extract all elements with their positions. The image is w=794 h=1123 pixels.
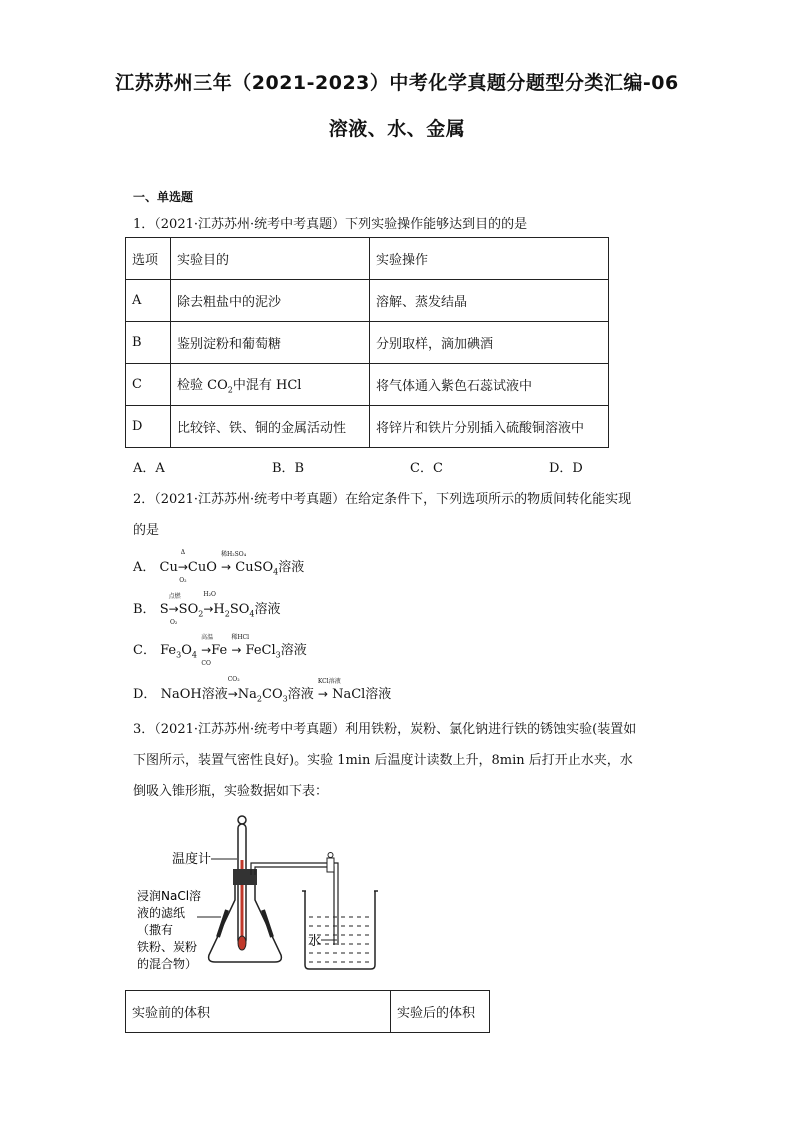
- header-cell: 实验操作: [370, 238, 609, 280]
- option-label: D．: [133, 687, 157, 702]
- q3-stem-line-2: 下图所示，装置气密性良好)。实验 1min 后温度计读数上升，8min 后打开止水夹，水: [133, 753, 633, 768]
- purpose-cell: 除去粗盐中的泥沙: [171, 280, 370, 322]
- label-filter-paper-2: 液的滤纸: [137, 906, 186, 920]
- operation-cell: 溶解、蒸发结晶: [370, 280, 609, 322]
- condition-top: KCl溶液: [317, 678, 341, 685]
- option-cell: A: [126, 280, 171, 322]
- operation-cell: 分别取样，滴加碘酒: [370, 322, 609, 364]
- q3-table: [125, 990, 490, 1033]
- answer-option-b[interactable]: B．B: [272, 461, 305, 476]
- q3-stem-line-1: 3．（2021·江苏苏州·统考中考真题）利用铁粉，炭粉、氯化钠进行铁的锈蚀实验(装置如: [133, 722, 637, 737]
- header-cell: 选项: [126, 238, 171, 280]
- answer-option-a[interactable]: A．A: [133, 461, 165, 476]
- reaction-arrow: H₂O →: [203, 591, 216, 616]
- subscript: 4: [273, 567, 279, 577]
- formula-suffix: 溶液: [254, 602, 281, 617]
- iron-rust-apparatus-figure: [125, 805, 425, 980]
- header-cell: 实验后的体积: [391, 991, 490, 1033]
- table-row: [126, 280, 609, 322]
- q2-option-b[interactable]: [133, 591, 281, 626]
- condition-top: 稀H₂SO₄: [221, 551, 247, 558]
- formula: Fe: [160, 643, 177, 658]
- table-header-row: [126, 238, 609, 280]
- condition-top: CO₂: [227, 676, 240, 683]
- subscript: 3: [282, 694, 288, 704]
- formula: CuO: [187, 560, 217, 575]
- filter-paper-right: [263, 910, 272, 937]
- table-row: [126, 322, 609, 364]
- section-heading: 一、单选题: [133, 190, 194, 204]
- subscript: 2: [224, 609, 230, 619]
- formula: SO: [178, 602, 199, 617]
- q2-option-d[interactable]: [133, 676, 392, 704]
- clamp-icon: [327, 853, 334, 873]
- title-line-1: 江苏苏州三年（2021-2023）中考化学真题分题型分类汇编-06: [115, 72, 679, 94]
- label-water: 水: [308, 934, 322, 949]
- reaction-arrow: CO₂ →: [227, 676, 240, 701]
- reaction-arrow: 稀H₂SO₄ →: [221, 551, 247, 574]
- q2-stem-line-1: 2．（2021·江苏苏州·统考中考真题）在给定条件下，下列选项所示的物质间转化能实现: [133, 492, 632, 507]
- option-label: B．: [133, 602, 156, 617]
- formula-suffix: 溶液: [278, 560, 305, 575]
- subscript: 3: [176, 650, 182, 660]
- q1-table: [125, 237, 609, 448]
- formula: Na: [237, 687, 257, 702]
- label-filter-paper-4: 铁粉、炭粉: [137, 940, 198, 954]
- formula: H: [213, 602, 225, 617]
- reaction-arrow: Δ → O₂: [177, 549, 188, 584]
- table-row: [126, 364, 609, 406]
- label-filter-paper-3: （撒有: [137, 923, 174, 937]
- filter-paper-left: [218, 910, 227, 937]
- option-label: C．: [133, 643, 156, 658]
- purpose-cell: 鉴别淀粉和葡萄糖: [171, 322, 370, 364]
- condition-top: H₂O: [203, 591, 216, 598]
- operation-cell: 将锌片和铁片分别插入硫酸铜溶液中: [370, 406, 609, 448]
- formula: CuSO: [235, 560, 274, 575]
- reaction-arrow: KCl溶液 →: [317, 678, 341, 701]
- glass-tube: [251, 863, 338, 945]
- condition-top: 高温: [201, 634, 214, 641]
- purpose-cell: [171, 364, 370, 406]
- reaction-arrow: 高温 → CO: [201, 634, 214, 667]
- subscript: 2: [256, 694, 262, 704]
- header-cell: 实验目的: [171, 238, 370, 280]
- header-cell: 实验前的体积: [126, 991, 391, 1033]
- label-filter-paper-5: 的混合物）: [137, 957, 198, 971]
- q3-stem-line-3: 倒吸入锥形瓶，实验数据如下表：: [133, 784, 329, 799]
- option-cell: D: [126, 406, 171, 448]
- condition-bottom: O₂: [169, 619, 178, 626]
- condition-top: 点燃: [168, 593, 181, 600]
- subscript: 4: [249, 609, 255, 619]
- subscript: 3: [275, 650, 281, 660]
- formula: NaCl溶液: [332, 687, 392, 702]
- rubber-stopper: [233, 869, 257, 885]
- purpose-cell: 比较锌、铁、铜的金属活动性: [171, 406, 370, 448]
- formula: CO: [262, 687, 283, 702]
- label-filter-paper-1: 浸润NaCl溶: [137, 889, 202, 903]
- answer-option-d[interactable]: D．D: [549, 461, 583, 476]
- subscript: 2: [227, 385, 233, 395]
- q2-option-a[interactable]: [133, 549, 305, 584]
- reaction-arrow: 稀HCl →: [231, 634, 250, 657]
- condition-bottom: CO: [201, 660, 211, 667]
- q2-stem-line-2: 的是: [133, 523, 160, 538]
- formula: FeCl: [245, 643, 276, 658]
- condition-bottom: O₂: [179, 577, 187, 584]
- answer-option-c[interactable]: C．C: [410, 461, 443, 476]
- purpose-post: 中混有 HCl: [232, 378, 302, 394]
- option-cell: C: [126, 364, 171, 406]
- label-thermometer: 温度计: [172, 852, 212, 867]
- formula-suffix: 溶液: [280, 643, 307, 658]
- option-cell: B: [126, 322, 171, 364]
- title-line-2: 溶液、水、金属: [328, 118, 466, 140]
- formula: Cu: [159, 560, 178, 575]
- condition-top: Δ: [180, 549, 186, 556]
- operation-cell: 将气体通入紫色石蕊试液中: [370, 364, 609, 406]
- table-row: [126, 406, 609, 448]
- formula: Fe: [211, 643, 228, 658]
- formula: O: [181, 643, 192, 658]
- formula: S: [159, 602, 169, 617]
- q2-option-c[interactable]: [133, 634, 307, 667]
- table-header-row: [126, 991, 490, 1033]
- formula: NaOH溶液: [160, 687, 228, 702]
- option-label: A．: [133, 560, 156, 575]
- q1-stem: 1．（2021·江苏苏州·统考中考真题）下列实验操作能够达到目的的是: [133, 217, 528, 232]
- formula: SO: [229, 602, 250, 617]
- condition-top: 稀HCl: [231, 634, 250, 641]
- reaction-arrow: 点燃 → O₂: [168, 593, 181, 626]
- formula-suffix: 溶液: [287, 687, 314, 702]
- subscript: 2: [198, 609, 204, 619]
- subscript: 4: [191, 650, 197, 660]
- beaker: [305, 891, 375, 969]
- purpose-pre: 检验 CO: [177, 378, 228, 394]
